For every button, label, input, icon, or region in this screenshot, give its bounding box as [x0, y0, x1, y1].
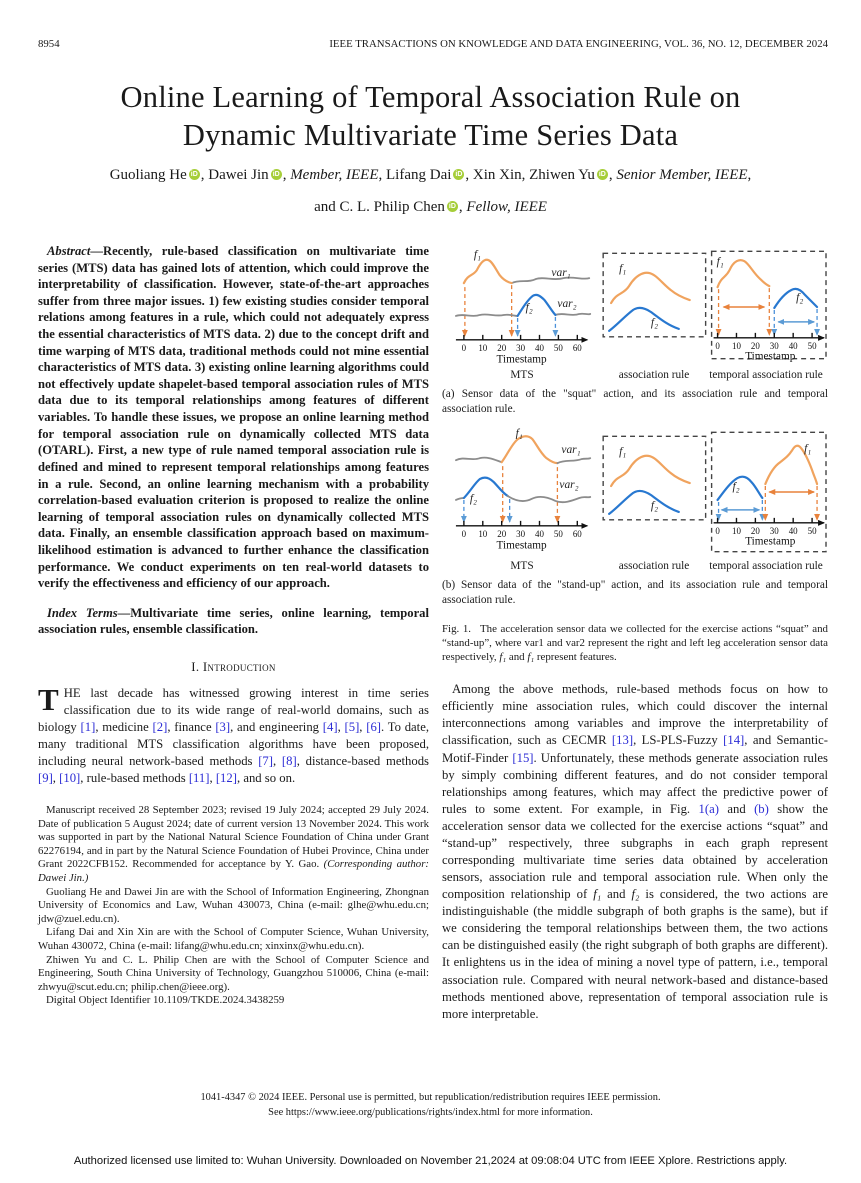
citation-link[interactable]: [15] [512, 750, 534, 765]
axis-tick-label: 50 [553, 342, 563, 353]
figure-1a-row-labels [442, 369, 828, 384]
text-segment: and [506, 651, 528, 664]
text-segment: , [282, 166, 291, 183]
text-segment: and [718, 801, 755, 816]
text-segment: , [337, 720, 345, 735]
text-segment: Fellow, IEEE [466, 198, 547, 215]
orcid-icon[interactable]: iD [448, 202, 456, 210]
text-segment: , Lifang Dai [378, 166, 452, 183]
b3-axis-ticks [715, 526, 817, 536]
index-terms [38, 605, 429, 638]
author-line-2 [51, 197, 811, 219]
axis-tick-label: 40 [788, 526, 798, 537]
text-segment: f₁ [593, 887, 602, 902]
page-header [38, 38, 828, 50]
footnote-block [38, 804, 429, 1008]
f2-label: f₂ [796, 292, 804, 305]
text-segment: and [601, 887, 632, 902]
figure-1b-row-labels [442, 560, 828, 575]
footnote-manuscript [38, 804, 429, 886]
axis-tick-label: 0 [461, 529, 467, 540]
axis-tick-label: 40 [535, 529, 544, 540]
text-segment: , [209, 771, 216, 786]
timestamp-label: Timestamp [745, 536, 796, 549]
text-segment: (Corresponding author: Dawei Jin.) [38, 858, 429, 885]
text-segment: f₁ [527, 651, 535, 664]
footnote-doi [38, 994, 429, 1008]
text-segment: , Dawei Jin [200, 166, 269, 183]
page-number: 8954 [38, 38, 60, 50]
axis-tick-label: 20 [750, 340, 760, 351]
text-segment: f₁ [499, 651, 507, 664]
text-segment: , [608, 166, 617, 183]
orcid-icon[interactable]: iD [455, 170, 463, 178]
text-segment: , distance-based methods [296, 754, 429, 769]
axis-tick-label: 30 [769, 340, 779, 351]
axis-tick-label: 50 [807, 526, 817, 537]
text-segment: Digital Object Identifier 10.1109/TKDE.2024.3438259 [46, 994, 285, 1007]
text-segment: The acceleration sensor data we collected for the exercise actions “squat” and “stand-up”, where var1 and var2 represent the right and left leg acceleration sensor data respectively, [442, 622, 828, 664]
text-segment: Manuscript received 28 September 2023; revised 19 July 2024; accepted 29 July 2024. Date of publication 5 August 2024; date of current version 13 November 2024. This work was supported in part by the National Natural Science Foundation of China under Grant 62276194, and in part by the Natural Science Foundation of Hubei Province, China under Grant 2022CFB152. Recommended for acceptance by Y. Gao. [38, 804, 429, 871]
timestamp-label: Timestamp [496, 353, 547, 366]
axis-tick-label: 0 [461, 342, 467, 353]
text-segment: . To date, many traditional MTS classification algorithms have been proposed, including neural network-based methods [38, 720, 429, 769]
figure-1a-plot [442, 245, 828, 369]
text-segment: , Xin Xin, Zhiwen Yu [465, 166, 595, 183]
text-segment: Guoliang He and Dawei Jin are with the School of Information Engineering, Zhongnan University of Economics and Law, Wuhan 430073, China (e-mail: glhe@whu.edu.cn; jdw@zuel.edu.cn). [38, 885, 429, 925]
var1-label: var₁ [561, 444, 581, 457]
orcid-icon[interactable]: iD [598, 170, 606, 178]
text-segment: , [747, 166, 752, 183]
axis-tick-label: 60 [572, 529, 582, 540]
f2-label: f₂ [650, 500, 659, 513]
paper-title: Online Learning of Temporal Association Rule on Dynamic Multivariate Time Series Data [120, 80, 741, 153]
axis-tick-label: 20 [497, 529, 507, 540]
axis-tick-label: 20 [750, 526, 760, 537]
citation-link[interactable]: [14] [723, 733, 745, 748]
text-segment: f₂ [631, 887, 640, 902]
f1-label: f₁ [515, 427, 523, 440]
label-temporal-association-rule: temporal association rule [709, 369, 823, 381]
citation-link[interactable]: [6] [366, 720, 382, 735]
text-segment: Zhiwen Yu and C. L. Philip Chen are with the School of Computer Science and Engineering, South China University of Technology, Guangzhou 510006, China (e-mail: zhwyu@scut.edu.cn; philip.chen@ieee.org). [38, 953, 429, 993]
citation-link[interactable]: [8] [281, 754, 297, 769]
left-column [38, 243, 429, 1035]
axis-tick-label: 60 [572, 342, 582, 353]
text-segment: Guoliang He [109, 166, 187, 183]
copyright-footer [0, 1090, 861, 1120]
text-segment: Member, IEEE [290, 166, 379, 183]
text-segment: , LS-PLS-Fuzzy [633, 733, 724, 748]
text-segment: Lifang Dai and Xin Xin are with the School of Computer Science, Wuhan University, Wuhan 430072, China (e-mail: lifang@whu.edu.cn; xinxinx@whu.edu.cn). [38, 926, 429, 953]
axis-tick-label: 50 [553, 529, 563, 540]
text-segment: represent features. [534, 651, 617, 664]
text-segment: , finance [167, 720, 216, 735]
label-association-rule: association rule [618, 560, 690, 573]
text-segment: HE last decade has witnessed growing interest in time series classification due to its wide range of real-world domains, such as biology [38, 686, 429, 735]
f2-label: f₂ [650, 316, 659, 329]
b1-axis-ticks [462, 529, 583, 539]
orcid-icon[interactable]: iD [272, 170, 280, 178]
text-segment: Among the above methods, rule-based methods focus on how to efficiently mine association rules, which could discover the internal interconnections among variables and improve the interpretability of classification, such as CECMR [442, 682, 828, 748]
text-segment: , [52, 771, 60, 786]
citation-link[interactable]: [12] [215, 771, 237, 786]
axis-tick-label: 30 [769, 526, 779, 537]
citation-link[interactable]: [11] [188, 771, 210, 786]
orcid-icon[interactable]: iD [190, 170, 198, 178]
axis-tick-label: 50 [807, 340, 817, 351]
citation-link[interactable]: [10] [59, 771, 81, 786]
label-mts: MTS [510, 560, 534, 573]
text-segment: , [359, 720, 367, 735]
footnote-affiliation-2 [38, 926, 429, 953]
introduction-paragraph [38, 682, 429, 787]
text-segment: , [273, 754, 282, 769]
var1-label: var₁ [551, 267, 571, 280]
f2-label: f₂ [525, 301, 533, 314]
citation-link[interactable]: [4] [322, 720, 338, 735]
citation-link[interactable]: [3] [215, 720, 231, 735]
axis-tick-label: 20 [497, 342, 507, 353]
text-segment: and C. L. Philip Chen [314, 198, 445, 215]
ieee-xplore-watermark: Authorized licensed use limited to: Wuhan University. Downloaded on November 21,2024 at 09:08:04 UTC from IEEE Xplore. Restrictions apply. [73, 1155, 788, 1167]
text-segment: , and Semantic-Motif-Finder [442, 733, 828, 765]
timestamp-label: Timestamp [496, 540, 547, 553]
a1-axis-ticks [462, 343, 583, 353]
axis-tick-label: 10 [478, 342, 488, 353]
two-column-body [38, 243, 828, 1035]
citation-link[interactable]: (b) [754, 801, 769, 816]
axis-tick-label: 0 [715, 526, 720, 537]
text-segment: —Multivariate time series, online learning, temporal association rules, ensemble classification. [38, 605, 429, 637]
text-segment: , rule-based methods [80, 771, 189, 786]
citation-link[interactable]: [7] [258, 754, 273, 769]
figure-1-caption [442, 622, 828, 665]
axis-tick-label: 30 [516, 342, 526, 353]
axis-tick-label: 40 [535, 342, 544, 353]
citation-link[interactable]: [9] [38, 771, 53, 786]
text-segment: . Unfortunately, these methods generate association rules by simply combining different features, and do not consider temporal relationships among features, which may affect the predictive power of rules to some extent. For example, in Fig. [442, 750, 828, 816]
text-segment: —Recently, rule-based classification on multivariate time series (MTS) data has gained lots of attention, which could improve the interpretability of classification. However, state-of-the-art approaches suffer from three major issues. 1) few existing studies consider temporal relations among features in a rule, which could not adequately express the essential characteristics of MTS data. 2) due to the concept drift and time warping of MTS data, traditional methods could not mine essential characteristics of MTS data. 3) existing online learning algorithms could not effectively update shapelet-based temporal association rules of MTS data due to its temporal relationships among features of different variables. To handle these issues, we propose an online learning method for temporal association rule on dynamically collected MTS data (OTARL). First, a new type of rule named temporal association rule is defined and mined to represent temporal relationships among features in a rule. Second, an online learning mechanism with a probability correlation-based evaluation criterion is proposed to realize the online learning of temporal association rules on dynamically collected MTS data. Finally, an ensemble classification approach based on maximum-likelihood estimation is advanced to further enhance the classification performance. We conduct experiments on ten real-world datasets to verify the effectiveness and efficiency of our approach. [38, 244, 429, 591]
citation-link[interactable]: [2] [152, 720, 168, 735]
label-mts: MTS [510, 369, 534, 381]
a3-axis-ticks [715, 341, 817, 351]
abstract [38, 243, 429, 592]
axis-tick-label: 0 [715, 340, 720, 351]
text-segment: , medicine [95, 720, 153, 735]
f1-label: f₁ [804, 443, 812, 456]
var2-label: var₂ [557, 298, 577, 310]
axis-tick-label: 10 [478, 529, 488, 540]
citation-link[interactable]: [13] [611, 733, 634, 748]
f1-label: f₁ [619, 263, 627, 276]
figure-1 [442, 243, 828, 664]
copyright-line-2: See https://www.ieee.org/publications/rights/index.html for more information. [268, 1106, 593, 1118]
text-segment: Index Terms [47, 605, 118, 620]
drop-cap: T [38, 682, 59, 718]
text-segment: is considered, the two actions are indistinguishable (the middle subgraph of both graphs is the same), but if we considering the temporal relationships between them, the two actions can be distinguished easily (the right subgraph of both graphs are different). It enlightens us in the idea of mining a novel type of pattern, i.e., temporal association rule. Compared with neural network-based and distance-based methods mentioned above, representation of temporal association rule is more interpretable. [442, 887, 828, 1021]
citation-link[interactable]: [5] [344, 720, 360, 735]
right-column [442, 243, 828, 1035]
axis-tick-label: 10 [732, 340, 741, 351]
axis-tick-label: 30 [516, 529, 526, 540]
citation-link[interactable]: [1] [80, 720, 96, 735]
axis-tick-label: 40 [788, 340, 798, 351]
label-temporal-association-rule: temporal association rule [709, 560, 823, 573]
text-segment: Senior Member, IEEE [616, 166, 748, 183]
text-segment: , [458, 198, 467, 215]
f2-label: f₂ [732, 481, 740, 494]
footnote-affiliation-3 [38, 954, 429, 995]
f1-label: f₁ [473, 249, 481, 262]
figure-caption-lead: Fig. 1. [442, 622, 472, 635]
section-heading-introduction: I. Introduction [191, 660, 276, 675]
copyright-line-1: 1041-4347 © 2024 IEEE. Personal use is permitted, but republication/redistribution requires IEEE permission. [200, 1091, 661, 1103]
f2-label: f₂ [469, 493, 478, 506]
body-paragraph [442, 681, 828, 1023]
label-association-rule: association rule [618, 369, 690, 381]
timestamp-label: Timestamp [745, 350, 796, 363]
footnote-affiliation-1 [38, 886, 429, 927]
journal-title: IEEE TRANSACTIONS ON KNOWLEDGE AND DATA ENGINEERING, VOL. 36, NO. 12, DECEMBER 2024 [329, 38, 828, 50]
f1-label: f₁ [619, 446, 627, 459]
subcaption-a: (a) Sensor data of the "squat" action, and its association rule and temporal association rule. [442, 388, 828, 415]
figure-1b-plot [442, 426, 828, 560]
text-segment: show the acceleration sensor data we collected for the exercise actions “squat” and “stand-up” respectively, three subgraphs in each graph represent corresponding multivariate time series data obtained by acceleration sensors, association rule and temporal association rule. When only the composition relationship of [442, 801, 828, 902]
text-segment: Abstract [47, 244, 91, 258]
citation-link[interactable]: 1(a) [698, 801, 719, 816]
var2-label: var₂ [559, 479, 579, 492]
subcaption-b: (b) Sensor data of the "stand-up" action, and its association rule and temporal association rule. [442, 579, 828, 607]
axis-tick-label: 10 [732, 526, 741, 537]
f1-label: f₁ [716, 256, 724, 269]
text-segment: , and engineering [230, 720, 323, 735]
text-segment: , and so on. [236, 771, 296, 786]
author-line-1 [51, 165, 811, 187]
